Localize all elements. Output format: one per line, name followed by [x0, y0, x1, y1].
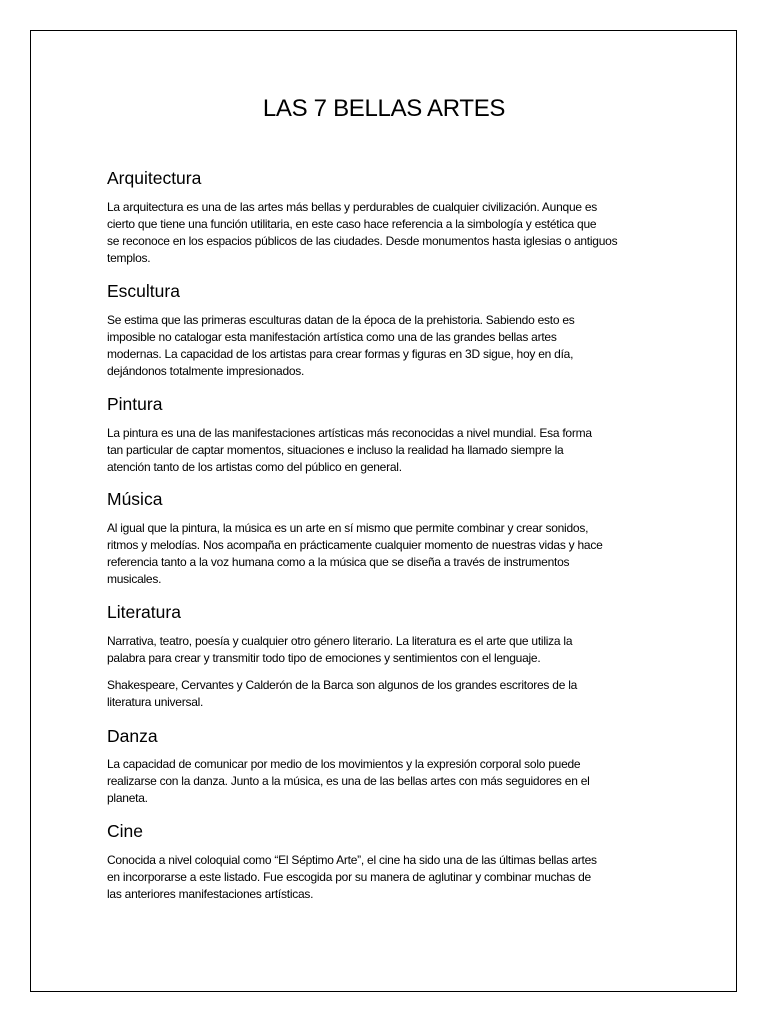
- text-line: las anteriores manifestaciones artísticas.: [107, 886, 314, 901]
- text-line: realizarse con la danza. Junto a la música, es una de las bellas artes con más seguidores en el: [107, 773, 590, 788]
- document-title: LAS 7 BELLAS ARTES: [262, 95, 506, 122]
- text-line: planeta.: [107, 790, 148, 805]
- text-line: atención tanto de los artistas como del público en general.: [107, 459, 402, 474]
- text-line: se reconoce en los espacios públicos de las ciudades. Desde monumentos hasta iglesias o antiguos: [107, 233, 618, 248]
- heading-danza: Danza: [107, 726, 158, 746]
- paragraph-cine: [107, 852, 597, 903]
- text-line: Narrativa, teatro, poesía y cualquier otro género literario. La literatura es el arte que utiliza la: [107, 634, 573, 648]
- heading-arquitectura: Arquitectura: [107, 168, 202, 188]
- paragraph-literatura-2: [107, 677, 577, 711]
- text-line: La pintura es una de las manifestaciones artísticas más reconocidas a nivel mundial. Esa forma: [107, 426, 592, 440]
- text-line: cierto que tiene una función utilitaria, en este caso hace referencia a la simbología y estética que: [107, 216, 597, 231]
- paragraph-arquitectura: [107, 199, 617, 267]
- text-line: referencia tanto a la voz humana como a la música que se diseña a través de instrumentos: [107, 554, 570, 569]
- paragraph-literatura-1: [107, 633, 572, 667]
- text-line: tan particular de captar momentos, situaciones e incluso la realidad ha llamado siempre la: [107, 442, 564, 457]
- text-line: Shakespeare, Cervantes y Calderón de la Barca son algunos de los grandes escritores de la: [107, 678, 578, 692]
- text-line: dejándonos totalmente impresionados.: [107, 363, 305, 378]
- text-line: Al igual que la pintura, la música es un arte en sí mismo que permite combinar y crear sonidos,: [107, 521, 589, 535]
- text-line: templos.: [107, 250, 151, 265]
- text-line: musicales.: [107, 571, 162, 586]
- heading-pintura: Pintura: [107, 394, 163, 414]
- text-line: imposible no catalogar esta manifestación artística como una de las grandes bellas artes: [107, 329, 557, 344]
- text-line: modernas. La capacidad de los artistas para crear formas y figuras en 3D sigue, hoy en día,: [107, 346, 574, 361]
- text-line: Se estima que las primeras esculturas datan de la época de la prehistoria. Sabiendo esto es: [107, 313, 575, 327]
- paragraph-pintura: [107, 425, 592, 476]
- text-line: literatura universal.: [107, 694, 204, 709]
- text-line: La arquitectura es una de las artes más bellas y perdurables de cualquier civilización. Aunque es: [107, 200, 598, 214]
- text-line: Conocida a nivel coloquial como “El Séptimo Arte”, el cine ha sido una de las últimas bellas artes: [107, 853, 597, 867]
- paragraph-musica: [107, 520, 603, 588]
- text-line: ritmos y melodías. Nos acompaña en prácticamente cualquier momento de nuestras vidas y hace: [107, 537, 603, 552]
- heading-musica: Música: [107, 489, 163, 509]
- heading-escultura: Escultura: [107, 281, 180, 301]
- text-line: en incorporarse a este listado. Fue escogida por su manera de aglutinar y combinar muchas de: [107, 869, 591, 884]
- text-line: palabra para crear y transmitir todo tipo de emociones y sentimientos con el lenguaje.: [107, 650, 541, 665]
- paragraph-escultura: [107, 312, 575, 380]
- text-line: La capacidad de comunicar por medio de los movimientos y la expresión corporal solo puede: [107, 757, 581, 771]
- paragraph-danza: [107, 756, 590, 807]
- heading-cine: Cine: [107, 821, 143, 841]
- heading-literatura: Literatura: [107, 602, 181, 622]
